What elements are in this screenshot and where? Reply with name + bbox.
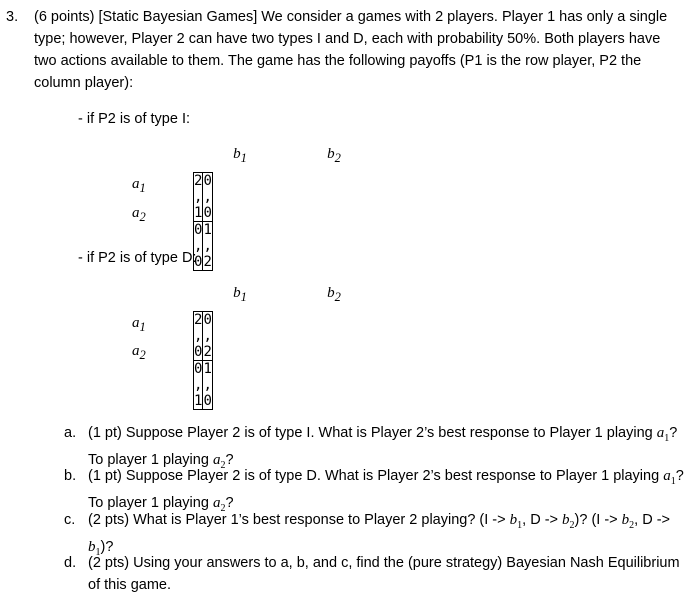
- payoff-cell: 0 , 0: [194, 222, 203, 270]
- problem-statement: [6, 6, 686, 94]
- question-d: d. (2 pts) Using your answers to a, b, and c, find the (pure strategy) Bayesian Nash Equilibrium of this game.: [64, 555, 680, 593]
- payoff-table-type-d: [193, 311, 213, 410]
- question-c: c. (2 pts) What is Player 1’s best response to Player 2 playing? ($I -> b_1$, $D -> b_2$)? ($I -> b_2$, $D -> b_1$)?: [64, 512, 671, 558]
- payoff-cell: 2 , 1: [194, 173, 203, 221]
- col-header-b2: $b_2$: [327, 146, 341, 165]
- game-type-i-label: - if P2 is of type I:: [78, 111, 191, 127]
- row-header-a1: $a_1$: [132, 176, 146, 195]
- payoff-cell: 0 , 0: [203, 173, 212, 221]
- row-header-a2: $a_2$: [132, 205, 146, 224]
- problem-text: (6 points) [Static Bayesian Games] We consider a games with 2 players. Player 1 has only a single type; however, Player 2 can have two types I and D, each with probability 50%. Both players have two actions available to them. The game has the following payoffs (P1 is the row player, P2 the column player):: [34, 9, 668, 91]
- col-header-b2: $b_2$: [327, 285, 341, 304]
- row-header-a2: $a_2$: [132, 343, 146, 362]
- problem-number: 3.: [6, 9, 19, 25]
- payoff-cell: 0 , 1: [194, 361, 203, 409]
- game-type-d-label: - if P2 is of type D:: [78, 250, 197, 266]
- payoff-cell: 1 , 0: [203, 361, 212, 409]
- payoff-cell: 0 , 2: [203, 312, 212, 360]
- payoff-cell: 2 , 0: [194, 312, 203, 360]
- question-b: b. (1 pt) Suppose Player 2 is of type D. What is Player 2’s best response to Player 1 playing $a_1$? To player 1 playing $a_2$?: [64, 468, 684, 514]
- payoff-cell: 1 , 2: [203, 222, 212, 270]
- question-a: a. (1 pt) Suppose Player 2 is of type I. What is Player 2’s best response to Player 1 playing $a_1$? To player 1 playing $a_2$?: [64, 425, 678, 471]
- col-header-b1: $b_1$: [233, 146, 247, 165]
- row-header-a1: $a_1$: [132, 315, 146, 334]
- col-header-b1: $b_1$: [233, 285, 247, 304]
